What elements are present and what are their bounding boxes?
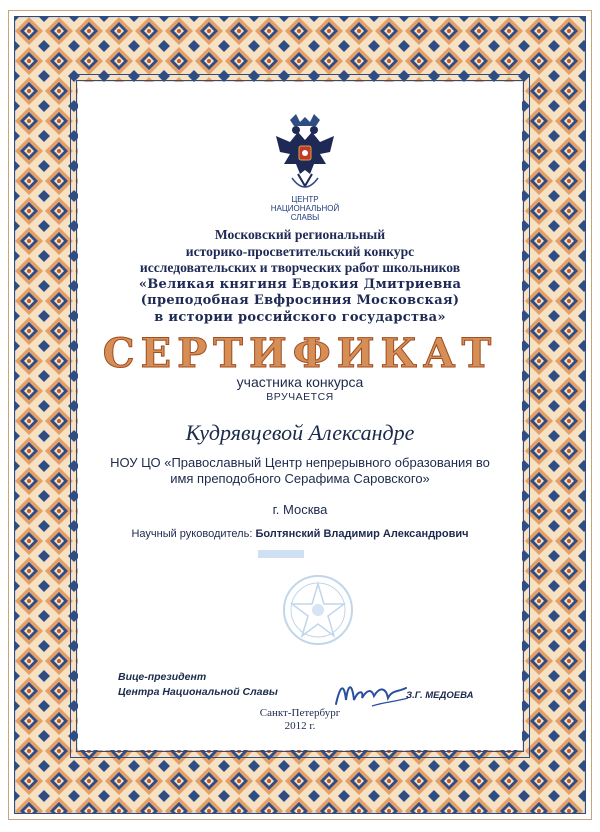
title-line: исследовательских и творческих работ школьников — [139, 260, 461, 275]
supervisor-name: Болтянский Владимир Александрович — [255, 528, 469, 540]
school-name — [110, 455, 490, 487]
title-line: Московский региональный — [214, 227, 386, 242]
signatory-title-line: Вице-президент — [118, 671, 207, 683]
certificate-heading: СЕРТИФИКАТ — [102, 330, 498, 377]
place: Санкт-Петербург — [259, 707, 341, 719]
signatory-title — [118, 670, 278, 700]
organization-logo: ЦЕНТР НАЦИОНАЛЬНОЙ СЛАВЫ — [270, 195, 340, 222]
recipient-name: Кудрявцевой Александре — [185, 420, 415, 445]
theme-line: «Великая княгиня Евдокия Дмитриевна — [138, 276, 462, 292]
school-line: имя преподобного Серафима Саровского» — [170, 471, 430, 486]
year: 2012 г. — [284, 720, 316, 732]
seal-stamp — [258, 548, 378, 658]
signatory-name: З.Г. МЕДОЕВА — [406, 690, 474, 701]
signatory-title-line: Центра Национальной Славы — [118, 686, 278, 698]
title-line: историко-просветительский конкурс — [185, 243, 415, 259]
theme-line: в истории российского государства» — [154, 309, 446, 325]
city: г. Москва — [272, 502, 328, 517]
double-headed-eagle-icon — [270, 112, 340, 198]
theme-line: (преподобная Евфросиния Московская) — [140, 293, 460, 308]
awarded-label: ВРУЧАЕТСЯ — [266, 391, 334, 403]
participant-label: участника конкурса — [236, 374, 364, 390]
place-and-date — [200, 707, 400, 733]
supervisor-label: Научный руководитель: — [131, 528, 253, 540]
contest-title — [100, 227, 500, 326]
supervisor — [100, 528, 500, 540]
school-line: НОУ ЦО «Православный Центр непрерывного образования во — [110, 455, 490, 470]
